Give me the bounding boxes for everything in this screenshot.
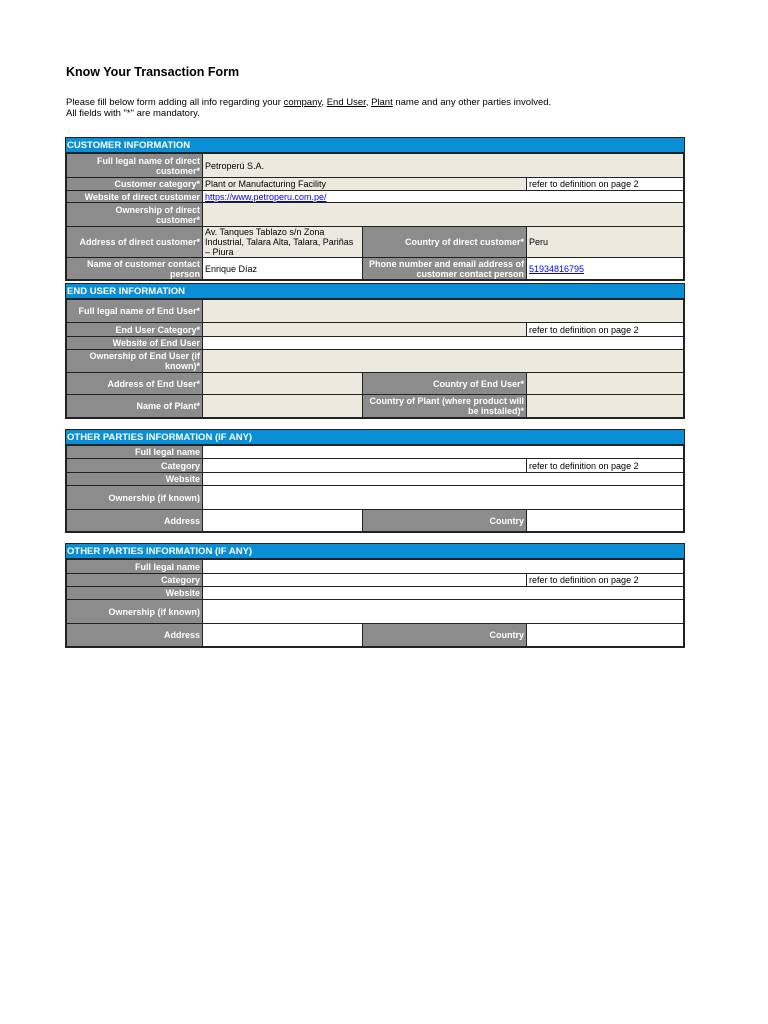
field-full-legal-name-of-end-user[interactable] [203, 300, 684, 323]
form-row [67, 600, 684, 624]
field-full-legal-name-of-direct-customer[interactable] [203, 154, 684, 178]
field-website[interactable] [203, 473, 684, 486]
field-full-legal-name[interactable] [203, 446, 684, 459]
form-row [67, 258, 684, 280]
label-full-legal-name: Full legal name [67, 446, 203, 459]
end-user-keyword: End User [326, 97, 366, 108]
field-name-of-plant[interactable] [203, 395, 363, 418]
form-row [67, 373, 684, 395]
field-ownership-if-known[interactable] [203, 486, 684, 510]
form-row [67, 300, 684, 323]
label-phone-number-and-email-address-of-customer-contact-person: Phone number and email address of customer contact person [363, 258, 527, 280]
field-address[interactable] [203, 510, 363, 532]
intro-text [66, 97, 551, 119]
intro-text-1: Please fill below form adding all info regarding your [66, 97, 284, 108]
form-row [67, 574, 684, 587]
field-country-of-direct-customer[interactable] [527, 227, 684, 258]
customer-information-section [65, 137, 685, 281]
form-row [67, 459, 684, 473]
form-row [67, 154, 684, 178]
separator: , [365, 97, 372, 108]
label-ownership-of-direct-customer: Ownership of direct customer* [67, 203, 203, 227]
field-website-of-direct-customer[interactable] [203, 191, 684, 203]
field-phone-number-and-email-address-of-customer-contact-person-link[interactable]: 51934816795 [529, 263, 585, 274]
label-end-user-category: End User Category* [67, 323, 203, 337]
definition-note: refer to definition on page 2 [527, 323, 684, 337]
field-category[interactable] [203, 459, 527, 473]
label-ownership-of-end-user-if-known: Ownership of End User (if known)* [67, 350, 203, 373]
other-parties-section-2 [65, 543, 685, 648]
field-customer-category[interactable] [203, 178, 527, 191]
field-category[interactable] [203, 574, 527, 587]
form-row [67, 510, 684, 532]
label-ownership-if-known: Ownership (if known) [67, 600, 203, 624]
label-name-of-plant: Name of Plant* [67, 395, 203, 418]
label-name-of-customer-contact-person: Name of customer contact person [67, 258, 203, 280]
form-row [67, 337, 684, 350]
field-website[interactable] [203, 587, 684, 600]
label-address-of-direct-customer: Address of direct customer* [67, 227, 203, 258]
field-customer-category-value: Plant or Manufacturing Facility [205, 179, 327, 189]
form-row [67, 473, 684, 486]
field-ownership-of-direct-customer[interactable] [203, 203, 684, 227]
section-heading: END USER INFORMATION [66, 284, 684, 299]
field-website-of-end-user[interactable] [203, 337, 684, 350]
label-customer-category: Customer category* [67, 178, 203, 191]
form-row [67, 446, 684, 459]
form-row [67, 486, 684, 510]
form-row [67, 191, 684, 203]
mandatory-note: All fields with "*" are mandatory. [66, 108, 200, 119]
company-keyword: company [283, 97, 322, 108]
field-address-of-end-user[interactable] [203, 373, 363, 395]
label-country: Country [363, 510, 527, 532]
form-row [67, 560, 684, 574]
label-address-of-end-user: Address of End User* [67, 373, 203, 395]
label-category: Category [67, 459, 203, 473]
form-row [67, 587, 684, 600]
field-name-of-customer-contact-person[interactable] [203, 258, 363, 280]
field-website-of-direct-customer-link[interactable]: https://www.petroperu.com.pe/ [205, 191, 327, 202]
field-ownership-of-end-user-if-known[interactable] [203, 350, 684, 373]
form-row [67, 178, 684, 191]
field-country[interactable] [527, 624, 684, 647]
field-address[interactable] [203, 624, 363, 647]
field-country-of-direct-customer-value: Peru [529, 237, 549, 247]
field-address-of-direct-customer-value: Av. Tanques Tablazo s/n Zona Industrial, Talara Alta, Talara, Pariñas – Piura [205, 227, 354, 257]
section-heading: OTHER PARTIES INFORMATION (IF ANY) [66, 544, 684, 559]
definition-note: refer to definition on page 2 [527, 178, 684, 191]
section-heading: OTHER PARTIES INFORMATION (IF ANY) [66, 430, 684, 445]
label-website-of-end-user: Website of End User [67, 337, 203, 350]
label-country-of-direct-customer: Country of direct customer* [363, 227, 527, 258]
label-website: Website [67, 473, 203, 486]
field-end-user-category[interactable] [203, 323, 527, 337]
form-row [67, 624, 684, 647]
label-ownership-if-known: Ownership (if known) [67, 486, 203, 510]
other-parties-section-1 [65, 429, 685, 533]
label-country-of-end-user: Country of End User* [363, 373, 527, 395]
plant-keyword: Plant [371, 97, 393, 108]
label-address: Address [67, 510, 203, 532]
end-user-information-section [65, 283, 685, 419]
field-country[interactable] [527, 510, 684, 532]
label-country-of-plant-where-product-will-be-installed: Country of Plant (where product will be installed)* [363, 395, 527, 418]
intro-text-2: name and any other parties involved. [392, 97, 552, 108]
definition-note: refer to definition on page 2 [527, 459, 684, 473]
label-full-legal-name: Full legal name [67, 560, 203, 574]
field-country-of-plant-where-product-will-be-installed[interactable] [527, 395, 684, 418]
form-row [67, 350, 684, 373]
form-row [67, 227, 684, 258]
separator: , [321, 97, 327, 108]
field-address-of-direct-customer[interactable] [203, 227, 363, 258]
form-title: Know Your Transaction Form [66, 65, 240, 79]
field-name-of-customer-contact-person-value: Enrique Díaz [205, 263, 258, 274]
form-row [67, 323, 684, 337]
label-country: Country [363, 624, 527, 647]
field-full-legal-name-of-direct-customer-value: Petroperú S.A. [205, 160, 265, 171]
label-address: Address [67, 624, 203, 647]
label-category: Category [67, 574, 203, 587]
form-row [67, 395, 684, 418]
field-country-of-end-user[interactable] [527, 373, 684, 395]
field-full-legal-name[interactable] [203, 560, 684, 574]
field-phone-number-and-email-address-of-customer-contact-person[interactable] [527, 258, 684, 280]
label-full-legal-name-of-direct-customer: Full legal name of direct customer* [67, 154, 203, 178]
definition-note: refer to definition on page 2 [527, 574, 684, 587]
section-heading: CUSTOMER INFORMATION [66, 138, 684, 153]
label-website-of-direct-customer: Website of direct customer [67, 191, 203, 203]
label-full-legal-name-of-end-user: Full legal name of End User* [67, 300, 203, 323]
label-website: Website [67, 587, 203, 600]
form-row [67, 203, 684, 227]
field-ownership-if-known[interactable] [203, 600, 684, 624]
